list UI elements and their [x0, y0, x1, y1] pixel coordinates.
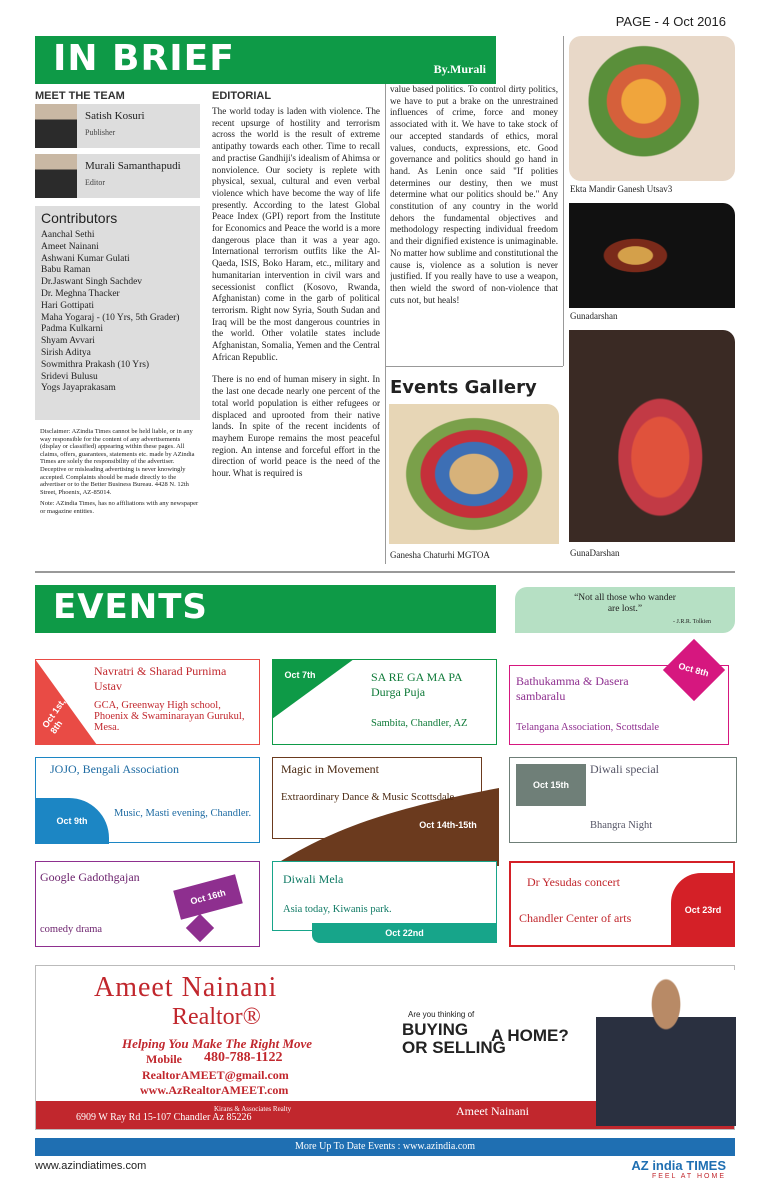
- member-name: Murali Samanthapudi: [85, 160, 181, 172]
- editorial-para: value based politics. To control dirty politics, we have to put a brake on the unrestrained influences of crime, force and money associated with it. We have to take stock of our accepted standards of ethics, moral values, conducts, expressions, etc. Good governance and politics should go hand in hand. As Lenin once said "If polities determines our destiny, then we must determine what our politics should be." Any constitution of any country in the world dehors the fundamental objectives and methodology respecting individual freedom and their dignified existence is unimaginable. No matter how sublime and constitutional the cause is, violence as a solution is never justified. If you really have to use a weapon, then wield the sword of non-violence that cuts not, but heals!: [390, 84, 558, 305]
- byline: By.Murali: [433, 62, 486, 76]
- photo-caption: Gunadarshan: [570, 311, 618, 321]
- event-date: Oct 23rd: [671, 873, 735, 947]
- site-url[interactable]: www.azindiatimes.com: [35, 1160, 147, 1172]
- contributor-name: Shyam Avvari: [41, 336, 95, 347]
- azindia-times-logo: [631, 1158, 726, 1180]
- contributor-name: Hari Gottipati: [41, 300, 95, 311]
- quote-text: “Not all those who wander are lost.”: [574, 593, 676, 614]
- ad-email: RealtorAMEET@gmail.com: [142, 1068, 289, 1082]
- disclaimer-text: Disclaimer: AZindia Times cannot be held liable, or in any way responsible for the content of any advertisements (display or classified) appearing within these pages. All claims, offers, guarantees, statements etc. made by AZindia Times are solely the responsibility of the advertiser. Deceptive or misleading advertising is never knowingly accepted. Complaints should be made directly to the advertiser or to the Better Business Bureau. 4428 N. 12th Street, Phoenix, AZ-85014.: [40, 428, 195, 496]
- member-role: Editor: [85, 178, 105, 187]
- contributor-name: Ashwani Kumar Gulati: [41, 253, 130, 264]
- ad-mobile: 480-788-1122: [204, 1050, 283, 1065]
- event-title: Diwali special: [590, 762, 659, 776]
- event-card: [272, 659, 497, 745]
- more-events-bar[interactable]: More Up To Date Events : www.azindia.com: [35, 1138, 735, 1156]
- photo-ganesh-utsav: [569, 36, 735, 181]
- event-venue: Extraordinary Dance & Music Scottsdale: [281, 792, 455, 803]
- event-venue: Bhangra Night: [590, 820, 653, 831]
- editorial-para: The world today is laden with violence. The recent upsurge of hostility and terrorism across the world is the result of extreme antipathy towards each other. Time to recall and practise Gandhiji's idealism of Ahimsa or nonviolence. Our society is replete with physical, sexual, cultural and even verbal violence which have become the way of life presently. According to the latest Global Peace Index (GPI) report from the Institute for Economics and Peace the world is a more dangerous place than it was a year ago. International terrorism outfits like the Al-Qaeda, ISIS, Boko Haram, etc., military and humanitarian intervention in civil wars and secessionist conflict (Kosovo, Rwanda, Afghanistan) come in the garb of political terrorism. Right now Syria, South Sudan and Iraq will be the most dangerous countries in the world. Other volatile states include Afghanistan, Somalia, Yemen and the Central African Republic.: [212, 106, 380, 362]
- quote-author: - J.R.R. Tolkien: [673, 619, 711, 625]
- ad-brokerage: Kirans & Associates Realty: [214, 1105, 292, 1113]
- contributor-name: Maha Yogaraj - (10 Yrs, 5th Grader): [41, 312, 180, 323]
- ad-home: A HOME?: [491, 1026, 569, 1045]
- event-date-shape: [663, 639, 725, 701]
- event-card: [509, 861, 735, 947]
- ad-address: 6909 W Ray Rd 15-107 Chandler Az 85226: [76, 1112, 252, 1123]
- event-date: Oct 16th: [173, 874, 243, 920]
- ad-buying: BUYING: [402, 1020, 469, 1039]
- event-venue: Chandler Center of arts: [519, 911, 632, 925]
- event-card: [509, 757, 737, 843]
- meet-team-heading: MEET THE TEAM: [35, 90, 125, 102]
- event-venue: Sambita, Chandler, AZ: [371, 718, 468, 729]
- member-name: Satish Kosuri: [85, 110, 145, 122]
- disclaimer-note: Note: AZindia Times, has no affiliations with any newspaper or magazine entities.: [40, 500, 199, 515]
- divider: [385, 366, 563, 367]
- editorial-heading: EDITORIAL: [212, 90, 272, 102]
- event-date: Oct 14th-15th: [419, 820, 477, 830]
- ad-name: Ameet Nainani: [94, 972, 278, 1003]
- logo-tagline: FEEL AT HOME: [651, 1173, 726, 1180]
- event-card: [272, 861, 497, 931]
- ad-subtitle: Realtor®: [172, 1004, 261, 1030]
- photo-dancer-1: [569, 203, 735, 308]
- diamond-icon: [186, 914, 214, 942]
- quote-box: [515, 587, 735, 633]
- event-venue: comedy drama: [40, 924, 103, 935]
- ad-question: Are you thinking of: [408, 1010, 475, 1019]
- event-card: [509, 661, 729, 745]
- event-title: Bathukamma & Dasera sambaralu: [516, 674, 629, 703]
- member-role: Publisher: [85, 128, 116, 137]
- editorial-column-2: [390, 84, 558, 354]
- photo-dancer-2: [569, 330, 735, 542]
- event-venue: GCA, Greenway High school, Phoenix & Swaminarayan Gurukul, Mesa.: [94, 700, 245, 733]
- team-member: [35, 154, 200, 198]
- photo-ganesha-mgtoa: [389, 404, 559, 544]
- contributor-name: Babu Raman: [41, 265, 91, 276]
- event-card: [35, 659, 260, 745]
- team-member: [35, 104, 200, 148]
- event-card: [272, 757, 482, 839]
- column-divider: [563, 36, 564, 366]
- contributor-name: Yogs Jayaprakasam: [41, 383, 116, 394]
- event-card: [35, 757, 260, 843]
- contributors-box: [35, 206, 200, 420]
- event-date: Oct 7th: [284, 670, 316, 680]
- contributor-name: Dr. Meghna Thacker: [41, 288, 120, 299]
- realtor-ad: [35, 965, 735, 1130]
- event-title: SA RE GA MA PA Durga Puja: [371, 670, 462, 699]
- events-title: EVENTS: [53, 587, 208, 627]
- event-venue: Asia today, Kiwanis park.: [283, 904, 392, 915]
- event-date: Oct 9th: [35, 798, 109, 844]
- column-divider: [385, 84, 386, 564]
- realtor-photo: [596, 970, 736, 1126]
- logo-text: AZ india TIMES: [631, 1158, 726, 1173]
- member-photo: [35, 104, 77, 148]
- editorial-column-1: [212, 106, 380, 561]
- contributor-name: Sowmithra Prakash (10 Yrs): [41, 359, 150, 370]
- events-gallery-title: Events Gallery: [390, 377, 537, 398]
- event-card: [35, 861, 260, 947]
- contributor-name: Sirish Aditya: [41, 347, 91, 358]
- member-photo: [35, 154, 77, 198]
- contributors-heading: Contributors: [41, 210, 118, 226]
- contributor-name: Padma Kulkarni: [41, 324, 104, 335]
- in-brief-banner: [35, 36, 496, 84]
- event-title: Magic in Movement: [281, 762, 379, 776]
- ad-mobile-label: Mobile: [146, 1052, 182, 1066]
- ad-signature: Ameet Nainani: [456, 1104, 529, 1118]
- disclaimer: [40, 428, 200, 516]
- contributor-name: Dr.Jaswant Singh Sachdev: [41, 277, 143, 288]
- event-title: Google Gadothgajan: [40, 870, 140, 884]
- page-label: PAGE - 4 Oct 2016: [615, 14, 726, 29]
- event-title: Dr Yesudas concert: [527, 875, 620, 889]
- events-banner: [35, 585, 496, 633]
- contributor-name: Aanchal Sethi: [41, 230, 95, 240]
- ad-web: www.AzRealtorAMEET.com: [140, 1083, 289, 1097]
- event-date: Oct 8th: [677, 661, 711, 679]
- ad-tagline: Helping You Make The Right Move: [122, 1036, 313, 1051]
- event-title: Diwali Mela: [283, 872, 344, 886]
- ad-selling: OR SELLING: [402, 1038, 506, 1057]
- contributor-name: Ameet Nainani: [41, 241, 99, 252]
- event-venue: Music, Masti evening, Chandler.: [114, 808, 252, 819]
- event-venue: Telangana Association, Scottsdale: [516, 722, 660, 733]
- contributor-name: Sridevi Bulusu: [41, 371, 98, 382]
- event-date: Oct 15th: [516, 764, 586, 806]
- photo-caption: GunaDarshan: [570, 548, 620, 558]
- event-date: Oct 1st, 7th, 8th: [40, 681, 78, 736]
- section-divider: [35, 571, 735, 573]
- event-title: JOJO, Bengali Association: [50, 762, 179, 776]
- contributors-list: [41, 230, 194, 395]
- in-brief-title: IN BRIEF: [53, 38, 235, 79]
- event-date: Oct 22nd: [312, 923, 497, 943]
- editorial-para: There is no end of human misery in sight. In the last one decade nearly one percent of the total world population is either refugees or displaced and uprooted from their native lands. In spite of the recent incidents of mayhem Europe remains the most peaceful region. An intense and forceful effort in the direction of world peace is the need of the hour. What is required is: [212, 374, 380, 479]
- photo-caption: Ekta Mandir Ganesh Utsav3: [570, 184, 673, 194]
- event-title: Navratri & Sharad Purnima Ustav: [94, 664, 227, 693]
- photo-caption: Ganesha Chaturhi MGTOA: [390, 550, 490, 560]
